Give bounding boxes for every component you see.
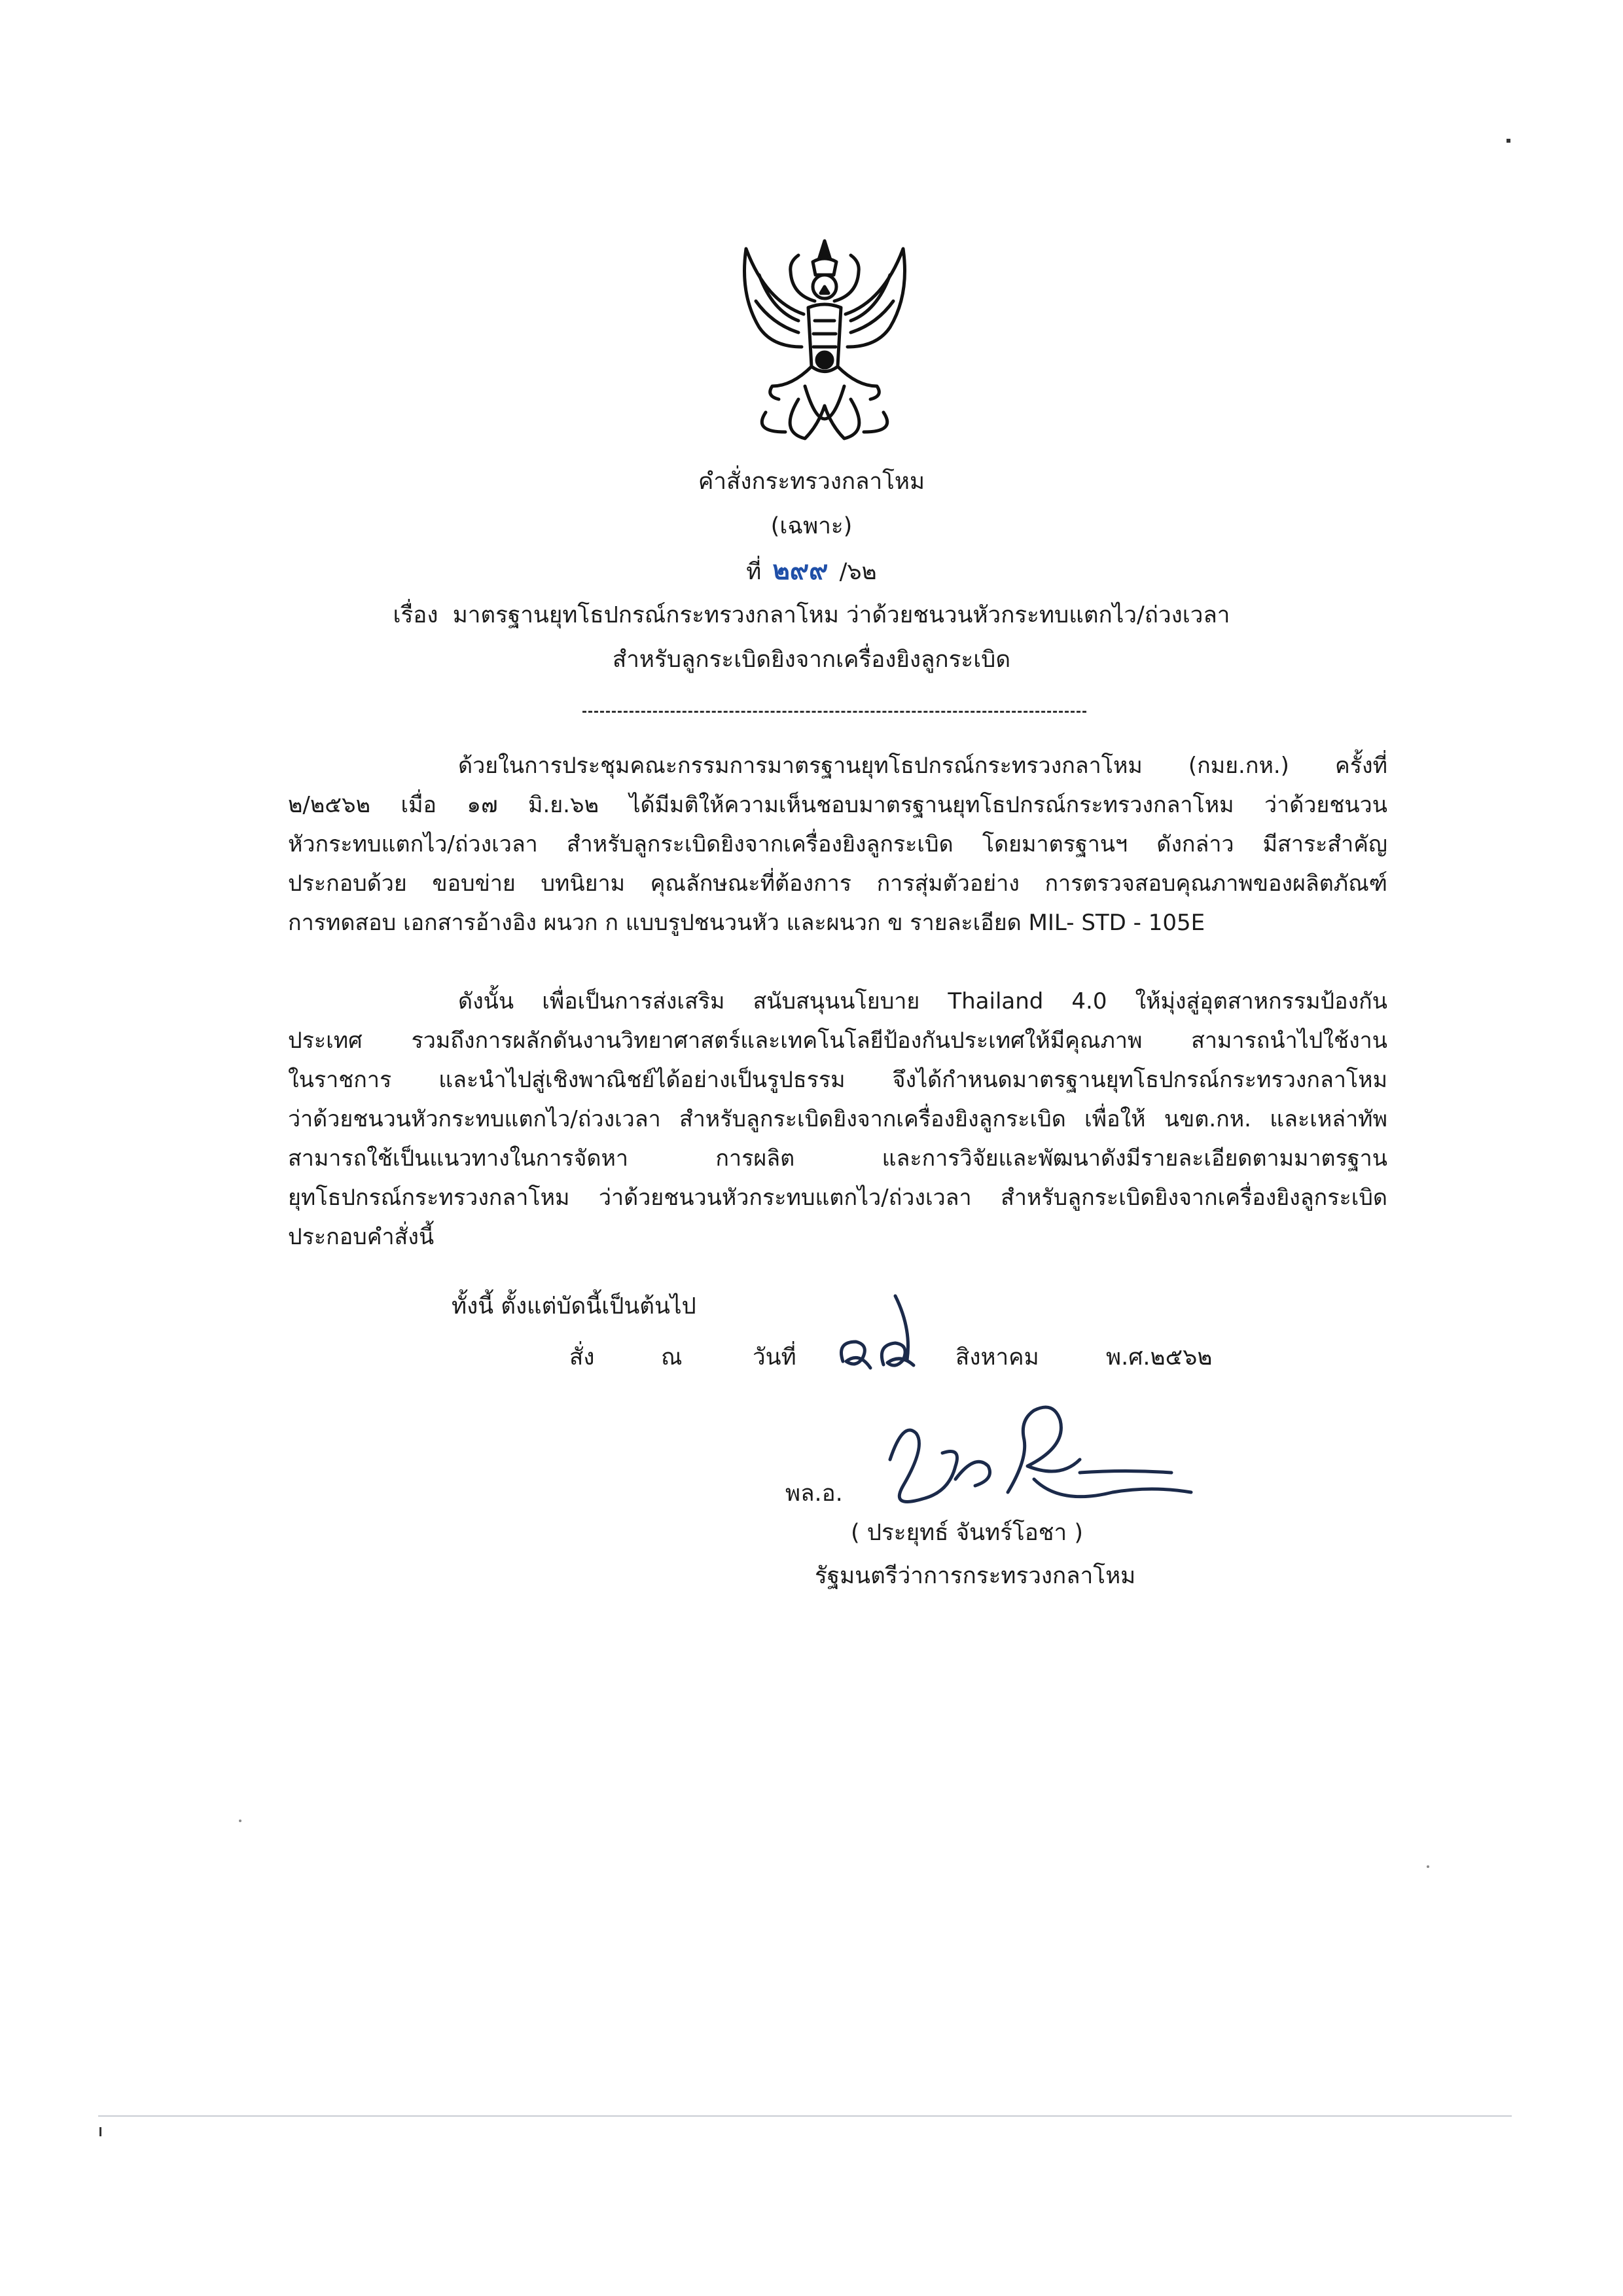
scan-speck xyxy=(239,1820,241,1822)
at-label: ณ xyxy=(661,1344,683,1371)
scan-tick xyxy=(99,2127,101,2136)
month-label: สิงหาคม xyxy=(955,1344,1039,1371)
paragraph-line: หัวกระทบแตกไว/ถ่วงเวลา สำหรับลูกระเบิดยิงจากเครื่องยิงลูกระเบิด โดยมาตรฐานฯ ดังกล่าว มีสาระสำคัญ xyxy=(288,831,1387,857)
paragraph-line: สามารถใช้เป็นแนวทางในการจัดหา การผลิต และการวิจัยและพัฒนาดังมีรายละเอียดตามมาตรฐาน xyxy=(288,1145,1387,1172)
paragraph-line: ประกอบด้วย ขอบข่าย บทนิยาม คุณลักษณะที่ต้องการ การสุ่มตัวอย่าง การตรวจสอบคุณภาพของผลิตภัณฑ์ xyxy=(288,870,1387,897)
order-title: คำสั่งกระทรวงกลาโหม xyxy=(698,469,925,495)
order-number: ๒๙๙ xyxy=(772,555,829,586)
handwritten-day-mark xyxy=(830,1289,928,1388)
effective-clause: ทั้งนี้ ตั้งแต่บัดนี้เป็นต้นไป xyxy=(452,1293,696,1319)
subject-line-1 xyxy=(0,600,1623,631)
order-number-line xyxy=(0,555,1623,588)
paragraph-line: ด้วยในการประชุมคณะกรรมการมาตรฐานยุทโธปกรณ์กระทรวงกลาโหม (กมย.กห.) ครั้งที่ xyxy=(458,753,1387,779)
paragraph-line: ประเทศ รวมถึงการผลักดันงานวิทยาศาสตร์และเทคโนโลยีป้องกันประเทศให้มีคุณภาพ สามารถนำไปใช้งาน xyxy=(288,1028,1387,1054)
paragraph-line: ยุทโธปกรณ์กระทรวงกลาโหม ว่าด้วยชนวนหัวกระทบแตกไว/ถ่วงเวลา สำหรับลูกระเบิดยิงจากเครื่องยิงลูกระเบิด xyxy=(288,1185,1387,1211)
signatory-position: รัฐมนตรีว่าการกระทรวงกลาโหม xyxy=(815,1563,1136,1589)
signatory-rank: พล.อ. xyxy=(785,1480,843,1507)
scan-edge-line xyxy=(98,2115,1512,2117)
paragraph-line: ดังนั้น เพื่อเป็นการส่งเสริม สนับสนุนนโยบาย Thailand 4.0 ให้มุ่งสู่อุตสาหกรรมป้องกัน xyxy=(458,988,1387,1014)
paragraph-line: การทดสอบ เอกสารอ้างอิง ผนวก ก แบบรูปชนวนหัว และผนวก ข รายละเอียด MIL- STD - 105E xyxy=(288,910,1205,936)
paragraph-2 xyxy=(288,982,1387,1257)
year-label: พ.ศ.๒๕๖๒ xyxy=(1106,1344,1213,1371)
scan-speck xyxy=(1427,1865,1429,1868)
order-prefix: ที่ xyxy=(746,559,762,585)
paragraph-line: ประกอบคำสั่งนี้ xyxy=(288,1224,435,1250)
scan-dot xyxy=(1507,139,1510,143)
subject-text-1: มาตรฐานยุทโธปกรณ์กระทรวงกลาโหม ว่าด้วยชนวนหัวกระทบแตกไว/ถ่วงเวลา xyxy=(452,602,1230,628)
subject-label: เรื่อง xyxy=(393,602,438,628)
paragraph-1 xyxy=(288,746,1387,942)
date-label: วันที่ xyxy=(753,1344,796,1371)
paragraph-line: ในราชการ และนำไปสู่เชิงพาณิชย์ได้อย่างเป็นรูปธรรม จึงได้กำหนดมาตรฐานยุทโธปกรณ์กระทรวงกลาโหม xyxy=(288,1067,1387,1093)
signatory-name: ( ประยุทธ์ จันทร์โอชา ) xyxy=(851,1520,1083,1546)
divider xyxy=(582,711,1086,713)
order-year: /๖๒ xyxy=(839,559,877,585)
paragraph-line: ว่าด้วยชนวนหัวกระทบแตกไว/ถ่วงเวลา สำหรับลูกระเบิดยิงจากเครื่องยิงลูกระเบิด เพื่อให้ นขต.กห. และเหล่าทัพ xyxy=(288,1106,1387,1132)
paragraph-line: ๒/๒๕๖๒ เมื่อ ๑๗ มิ.ย.๖๒ ได้มีมติให้ความเห็นชอบมาตรฐานยุทโธปกรณ์กระทรวงกลาโหม ว่าด้วยชนวน xyxy=(288,792,1387,818)
classification-label: (เฉพาะ) xyxy=(770,513,853,539)
garuda-emblem-icon xyxy=(726,236,923,452)
ordered-label: สั่ง xyxy=(569,1344,595,1371)
subject-line-2: สำหรับลูกระเบิดยิงจากเครื่องยิงลูกระเบิด xyxy=(612,647,1011,673)
signature-mark xyxy=(864,1394,1204,1518)
